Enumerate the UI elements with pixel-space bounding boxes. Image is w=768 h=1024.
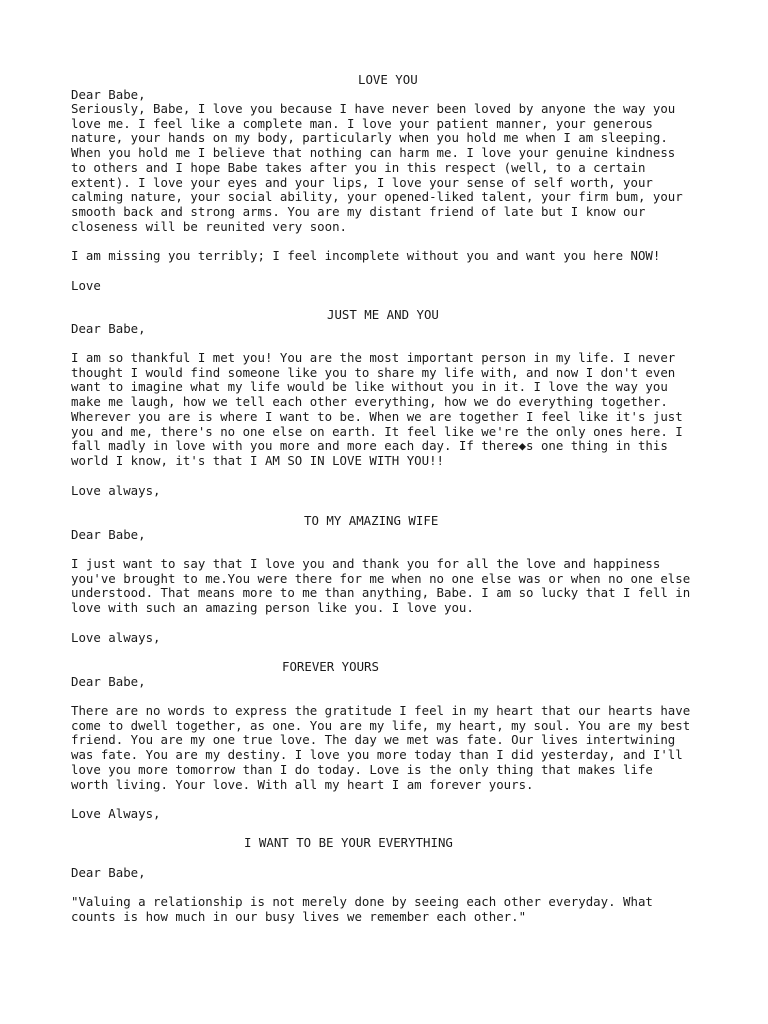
letter-closing: Love [71, 278, 101, 293]
letter-body-paragraph: I just want to say that I love you and thank you for all the love and happiness you've brought to me.You were there for me when no one else was or when no one else understood. That means more to me than anything, Babe. I am so lucky that I fell in love with such an amazing person like you. I love you. [71, 556, 691, 616]
letter-title-i-want-to-be-your-everything: I WANT TO BE YOUR EVERYTHING [244, 835, 453, 850]
letter-body-paragraph: "Valuing a relationship is not merely done by seeing each other everyday. What counts is how much in our busy lives we remember each other." [71, 894, 653, 924]
letter-greeting: Dear Babe, [71, 87, 146, 102]
letter-title-to-my-amazing-wife: TO MY AMAZING WIFE [304, 513, 439, 528]
letter-closing: Love always, [71, 630, 161, 645]
letter-closing: Love always, [71, 483, 161, 498]
letter-body-paragraph: There are no words to express the gratitude I feel in my heart that our hearts have come to dwell together, as one. You are my life, my heart, my soul. You are my best friend. You are my one true love. The day we met was fate. Our lives intertwining was fate. You are my destiny. I love you more today than I did yesterday, and I'll love you more tomorrow than I do today. Love is the only thing that makes life worth living. Your love. With all my heart I am forever yours. [71, 703, 691, 792]
letter-title-forever-yours: FOREVER YOURS [282, 659, 379, 674]
letter-greeting: Dear Babe, [71, 674, 146, 689]
letter-greeting: Dear Babe, [71, 527, 146, 542]
letter-body-paragraph: I am so thankful I met you! You are the most important person in my life. I never thought I would find someone like you to share my life with, and now I don't even want to imagine what my life would be like without you in it. I love the way you make me laugh, how we tell each other everything, how we do everything together. Wherever you are is where I want to be. When we are together I feel like it's just you and me, there's no one else on earth. It feel like we're the only ones here. I fall madly in love with you more and more each day. If there◆s one thing in this world I know, it's that I AM SO IN LOVE WITH YOU!! [71, 350, 683, 468]
letter-body-paragraph: Seriously, Babe, I love you because I have never been loved by anyone the way you love me. I feel like a complete man. I love your patient manner, your generous nature, your hands on my body, particularly when you hold me when I am sleeping. When you hold me I believe that nothing can harm me. I love your genuine kindness to others and I hope Babe takes after you in this respect (well, to a certain extent). I love your eyes and your lips, I love your sense of self worth, your calming nature, your social ability, your opened-liked talent, your firm bum, your smooth back and strong arms. You are my distant friend of late but I know our closeness will be reunited very soon. [71, 101, 683, 234]
letter-body-paragraph: I am missing you terribly; I feel incomplete without you and want you here NOW! [71, 248, 661, 263]
letter-title-just-me-and-you: JUST ME AND YOU [327, 307, 439, 322]
letter-closing: Love Always, [71, 806, 161, 821]
letter-title-love-you: LOVE YOU [358, 72, 418, 87]
letter-greeting: Dear Babe, [71, 321, 146, 336]
letter-greeting: Dear Babe, [71, 865, 146, 880]
